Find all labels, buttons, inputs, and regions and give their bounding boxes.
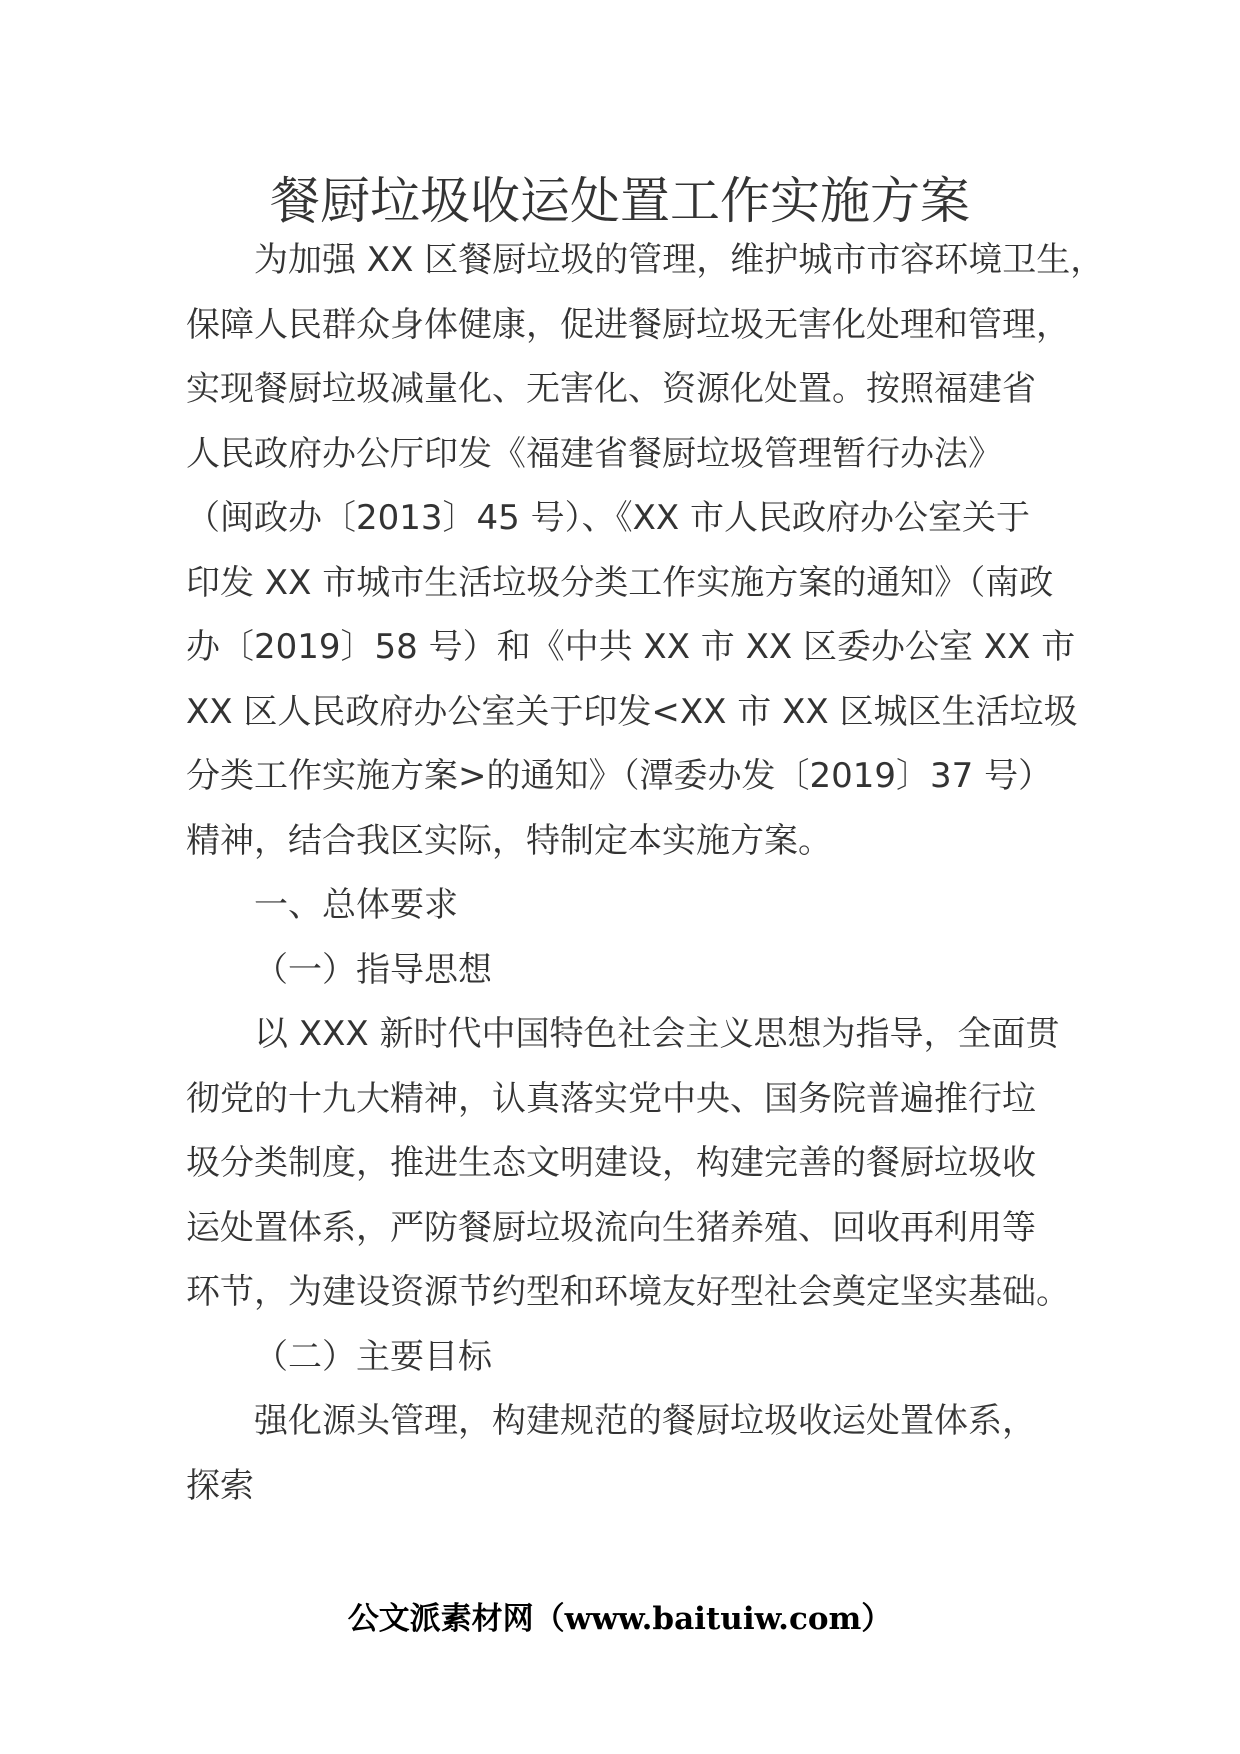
paragraph-line: 彻党的十九大精神，认真落实党中央、国务院普遍推行垃: [186, 1078, 1036, 1119]
document-title: 餐厨垃圾收运处置工作实施方案: [270, 172, 970, 230]
paragraph-line: 精神，结合我区实际，特制定本实施方案。: [186, 820, 832, 861]
paragraph-line: 运处置体系，严防餐厨垃圾流向生猪养殖、回收再利用等: [186, 1207, 1036, 1248]
paragraph-line: 探索: [186, 1465, 254, 1506]
paragraph-line: 保障人民群众身体健康，促进餐厨垃圾无害化处理和管理，: [186, 304, 1070, 345]
footer-watermark-text: 公文派素材网（www.baituiw.com）: [347, 1601, 893, 1637]
subsection-heading: （二）主要目标: [254, 1336, 492, 1377]
paragraph-line: 强化源头管理，构建规范的餐厨垃圾收运处置体系，: [254, 1401, 1036, 1441]
paragraph-line: （闽政办〔2013〕45 号）、《XX 市人民政府办公室关于: [186, 498, 1030, 538]
paragraph-line: XX 区人民政府办公室关于印发<XX 市 XX 区城区生活垃圾: [186, 691, 1078, 732]
paragraph-line: 为加强 XX 区餐厨垃圾的管理，维护城市市容环境卫生，: [254, 240, 1105, 280]
paragraph-line: 人民政府办公厅印发《福建省餐厨垃圾管理暂行办法》: [186, 433, 1002, 474]
paragraph-line: 分类工作实施方案>的通知》（潭委办发〔2019〕37 号）: [186, 756, 1053, 796]
paragraph-line: 圾分类制度，推进生态文明建设，构建完善的餐厨垃圾收: [186, 1143, 1036, 1183]
section-heading: 一、总体要求: [254, 885, 458, 925]
document-body: [186, 228, 1105, 1518]
paragraph-line: 办〔2019〕58 号）和《中共 XX 市 XX 区委办公室 XX 市: [186, 627, 1076, 667]
subsection-heading: （一）指导思想: [254, 949, 492, 990]
paragraph-line: 环节，为建设资源节约型和环境友好型社会奠定坚实基础。: [186, 1272, 1070, 1312]
paragraph-line: 实现餐厨垃圾减量化、无害化、资源化处置。按照福建省: [186, 369, 1036, 409]
paragraph-line: 印发 XX 市城市生活垃圾分类工作实施方案的通知》（南政: [186, 562, 1054, 603]
paragraph-line: 以 XXX 新时代中国特色社会主义思想为指导，全面贯: [254, 1014, 1060, 1054]
